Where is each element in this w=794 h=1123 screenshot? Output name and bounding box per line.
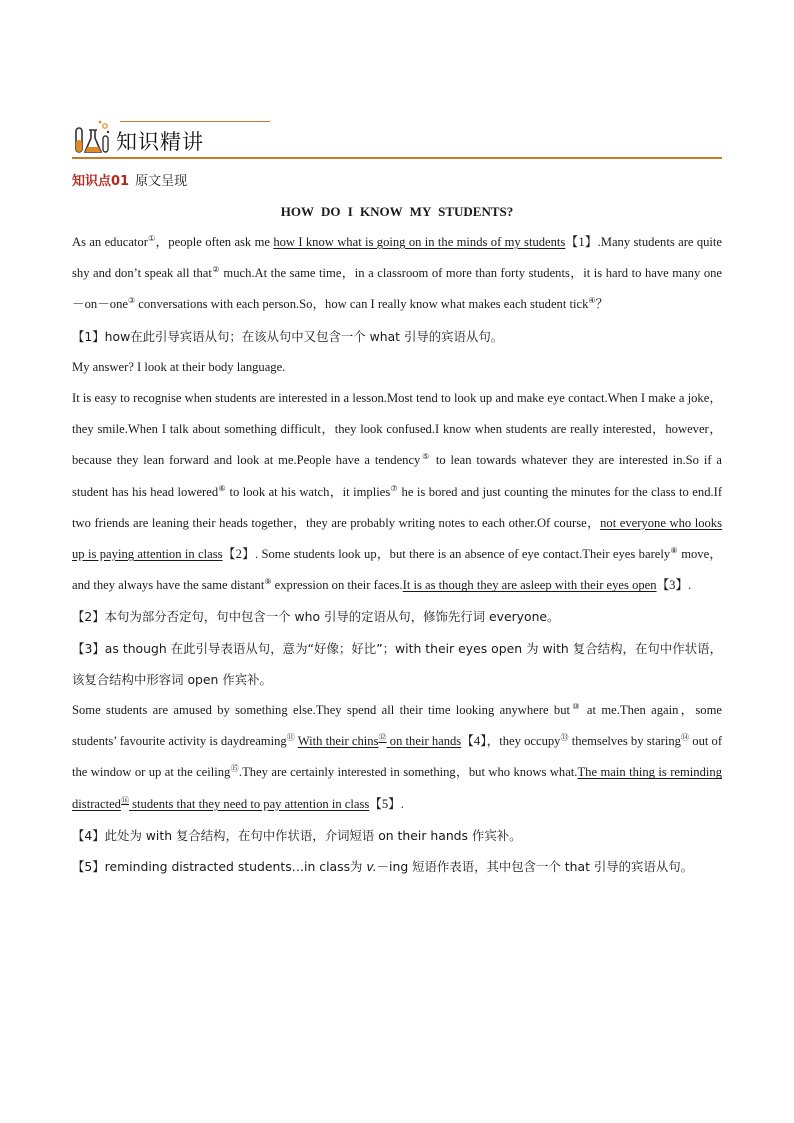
header-rule	[72, 157, 722, 159]
footnote-marker: ⑨	[264, 577, 272, 587]
footnote-marker: ⑭	[680, 733, 690, 743]
footnote-marker: ⑪	[286, 733, 295, 743]
text: themselves by staring	[568, 734, 681, 749]
text: 【4】，they occupy	[461, 734, 561, 749]
grammar-note-1: 【1】how在此引导宾语从句；在该从句中又包含一个 what 引导的宾语从句。	[72, 328, 504, 344]
chemistry-flask-icon	[72, 118, 112, 158]
footnote-marker: ⑮	[230, 764, 239, 774]
footnote-marker: ⑥	[218, 483, 226, 493]
paragraph-3	[72, 383, 722, 601]
footnote-marker: ⑫	[378, 733, 387, 743]
grammar-note-3: 【3】as though 在此引导表语从句，意为“好像；好比”；with their eyes open 为 with 复合结构，在句中作状语，该复合结构中形容词 open 作宾补。	[72, 640, 722, 687]
underlined-sentence: It is as though they are asleep with their eyes open	[402, 578, 657, 593]
text: Some students are amused by something else.They spend all their time looking anywhere but	[72, 703, 570, 718]
text: move，and they always have the same distant	[72, 547, 723, 593]
section-title: 知识精讲	[116, 130, 204, 154]
underlined-sentence: not everyone who looks up is paying attention in class	[72, 515, 723, 562]
underlined-sentence: students that they need to pay attention in class	[128, 796, 370, 811]
underlined-sentence: The main thing is reminding distracted	[72, 765, 722, 811]
text: much.At the same time，in a classroom of more than forty students，it is hard to have many one－on－one	[72, 266, 723, 312]
text: 【1】.Many students are quite shy and don’t speak all that	[72, 235, 723, 281]
footnote-marker: ⑦	[390, 483, 399, 493]
footnote-marker: ⑧	[670, 545, 678, 555]
footnote-marker: ③	[127, 296, 136, 306]
paragraph-4	[72, 695, 722, 820]
knowledge-point-text: 原文呈现	[135, 174, 188, 189]
footnote-marker: ⑬	[560, 733, 569, 743]
text: expression on their faces.	[271, 578, 403, 593]
text: to lean towards whatever they are interested in.So if a student has his head lowered	[72, 453, 723, 499]
text: out of the window or up at the ceiling	[72, 734, 723, 780]
underlined-sentence: how I know what is going on in the minds of my students	[273, 235, 566, 249]
article-body	[72, 227, 722, 882]
footnote-marker: ⑤	[420, 452, 431, 462]
text: ，people often ask me	[155, 235, 274, 249]
text: －ing 短语作表语，其中包含一个 that 引导的宾语从句。	[376, 859, 693, 875]
underlined-sentence: With their chins	[297, 734, 379, 749]
text: he is bored and just counting the minutes for the class to end.If two friends are leaning their heads together，they are probably writing notes to each other.Of course，	[72, 484, 723, 530]
text: at me.Then again，some students’ favourite activity is daydreaming	[72, 703, 722, 749]
text: conversations with each person.So，how can I really know what makes each student tick	[135, 297, 589, 312]
knowledge-point-label	[72, 170, 187, 189]
footnote-marker: ①	[147, 233, 156, 243]
footnote-marker: ④	[588, 296, 596, 306]
section-header	[72, 118, 722, 160]
footnote-marker: ⑩	[570, 701, 582, 711]
text: 【5】.	[369, 796, 404, 811]
footnote-marker: ⑯	[120, 795, 129, 805]
article-title: HOW DO I KNOW MY STUDENTS?	[280, 204, 514, 219]
grammar-note-5	[72, 851, 722, 882]
text: .They are certainly interested in something，but who knows what.	[238, 765, 578, 780]
text: ？	[595, 297, 609, 312]
footnote-marker: ②	[211, 265, 220, 275]
text: v.	[366, 859, 377, 875]
underlined-sentence: on their hands	[386, 734, 462, 749]
text: 【5】reminding distracted students…in class为	[72, 859, 367, 875]
paragraph-1	[72, 227, 722, 321]
grammar-note-4: 【4】此处为 with 复合结构，在句中作状语，介词短语 on their hands 作宾补。	[72, 827, 522, 843]
grammar-note-2: 【2】本句为部分否定句，句中包含一个 who 引导的定语从句，修饰先行词 everyone。	[72, 609, 560, 625]
text: As an educator	[72, 235, 148, 249]
text: It is easy to recognise when students are interested in a lesson.Most tend to look up and make eye contact.When I make a joke，they smile.When I talk about something difficult，they look confused.I know when students are really interested，however，because they lean forward and look at me.People have a tendency	[72, 391, 722, 468]
text: 【3】.	[656, 578, 692, 593]
text: to look at his watch，it implies	[225, 484, 391, 499]
knowledge-point-number: 知识点01	[72, 174, 130, 189]
text: 【2】. Some students look up，but there is an absence of eye contact.Their eyes barely	[222, 547, 671, 562]
paragraph-2: My answer? I look at their body language.	[72, 359, 286, 374]
header-top-line	[120, 121, 270, 122]
